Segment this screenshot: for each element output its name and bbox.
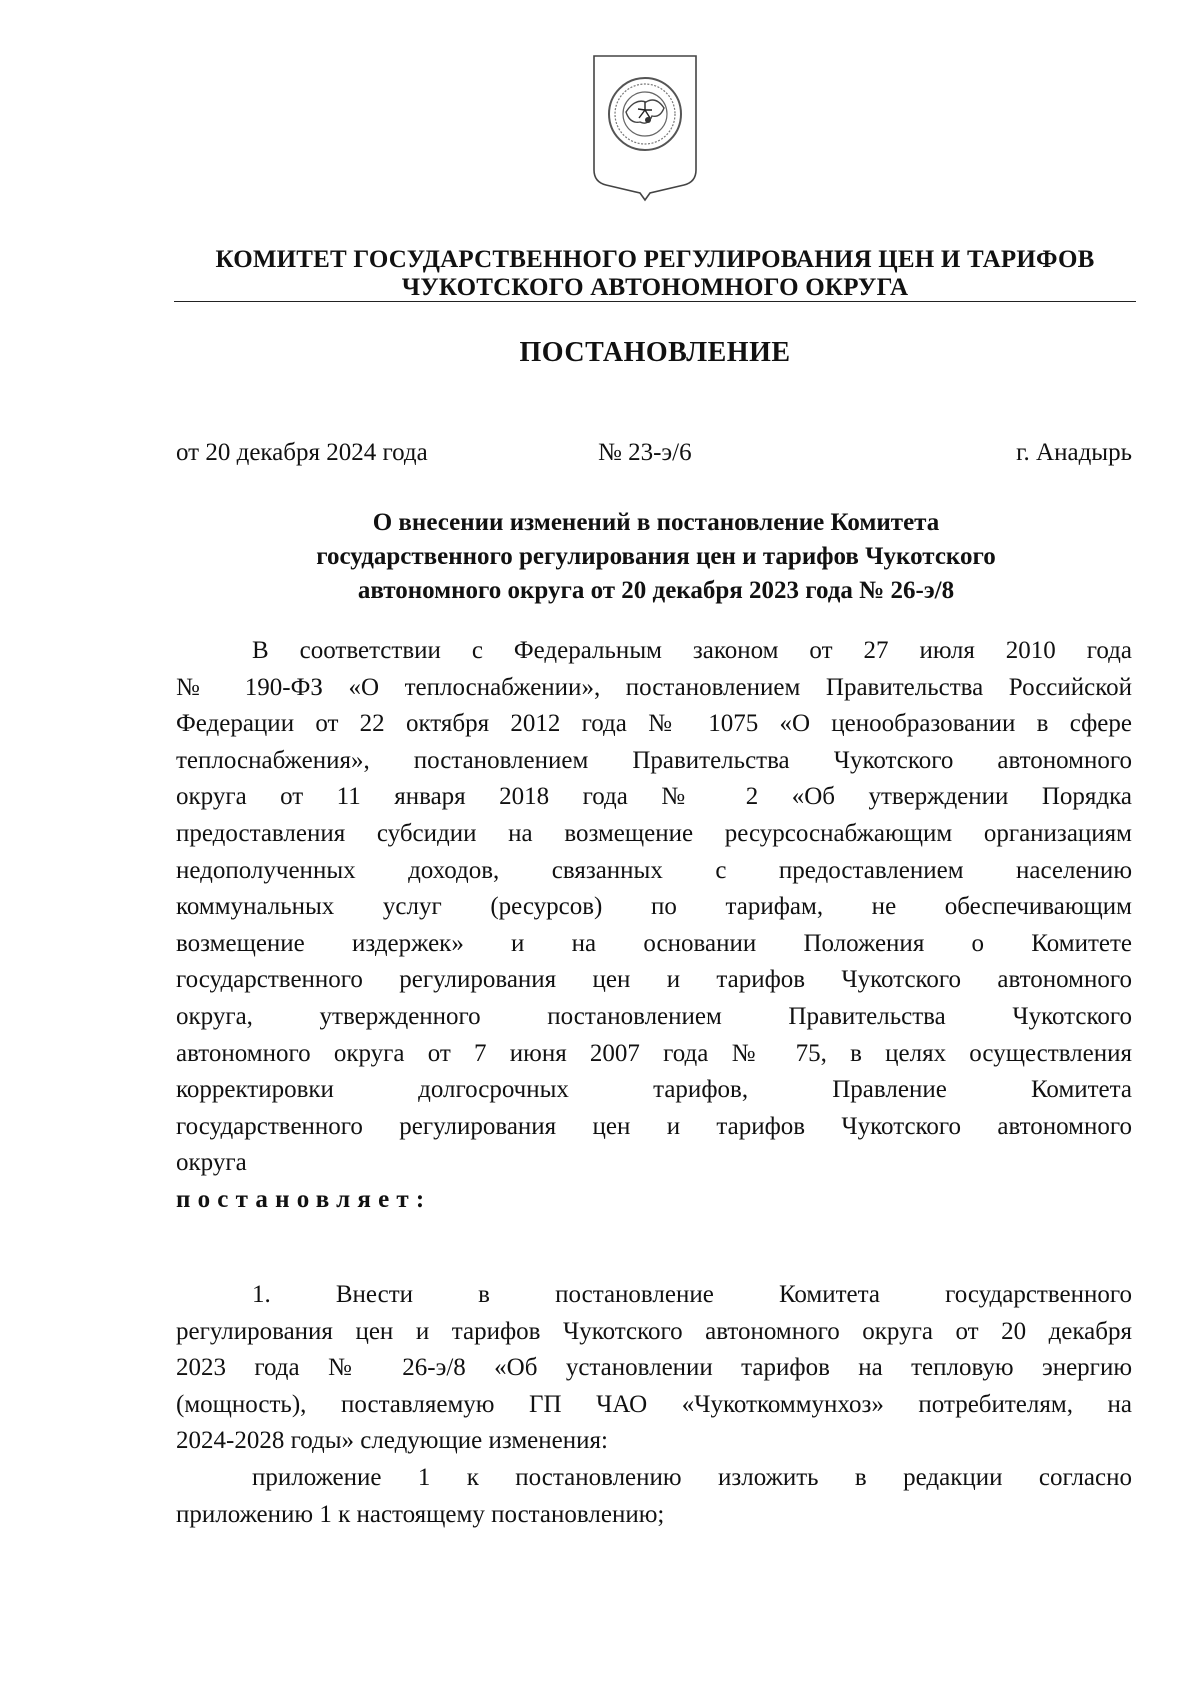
text-line: регулирования цен и тарифов Чукотского автономного округа от 20 декабря: [176, 1317, 1132, 1345]
text-line: корректировки долгосрочных тарифов, Правление Комитета: [176, 1076, 1132, 1104]
text-line: (мощность), поставляемую ГП ЧАО «Чукоткоммунхоз» потребителям, на: [176, 1390, 1132, 1418]
text-line: округа, утвержденного постановлением Правительства Чукотского: [176, 1002, 1132, 1030]
text-line: В соответствии с Федеральным законом от 27 июля 2010 года: [252, 637, 1132, 664]
text-line: № 190-ФЗ «О теплоснабжении», постановлением Правительства Российской: [176, 673, 1132, 701]
coat-of-arms-icon: [590, 52, 700, 202]
text-line: округа: [176, 1149, 247, 1177]
subject-line: автономного округа от 20 декабря 2023 года № 26-э/8: [357, 577, 955, 604]
text-line: округа от 11 января 2018 года № 2 «Об утверждении Порядка: [176, 783, 1132, 811]
item-1-paragraph: [176, 1277, 1132, 1533]
org-name-line-2: ЧУКОТСКОГО АВТОНОМНОГО ОКРУГА: [401, 274, 909, 301]
text-line: автономного округа от 7 июня 2007 года № 75, в целях осуществления: [176, 1039, 1132, 1067]
text-line: Федерации от 22 октября 2012 года № 1075 «О ценообразовании в сфере: [176, 710, 1132, 738]
resolves-keyword: постановляет:: [176, 1185, 432, 1213]
subject-line: О внесении изменений в постановление Комитета: [372, 509, 940, 536]
text-line: коммунальных услуг (ресурсов) по тарифам, не обеспечивающим: [176, 893, 1132, 921]
text-line: приложению 1 к настоящему постановлению;: [176, 1500, 665, 1528]
text-line: 2024-2028 годы» следующие изменения:: [176, 1427, 608, 1455]
preamble-paragraph: [176, 633, 1132, 1219]
text-line: недополученных доходов, связанных с предоставлением населению: [176, 856, 1132, 884]
document-number: № 23-э/6: [598, 439, 692, 466]
text-line: теплоснабжения», постановлением Правительства Чукотского автономного: [176, 746, 1132, 774]
text-line: приложение 1 к постановлению изложить в редакции согласно: [252, 1463, 1132, 1491]
text-line: 1. Внести в постановление Комитета государственного: [252, 1281, 1132, 1308]
org-name-line-1: КОМИТЕТ ГОСУДАРСТВЕННОГО РЕГУЛИРОВАНИЯ ЦЕН И ТАРИФОВ: [215, 246, 1095, 273]
text-line: возмещение издержек» и на основании Положения о Комитете: [176, 929, 1132, 957]
text-line: предоставления субсидии на возмещение ресурсоснабжающим организациям: [176, 819, 1132, 847]
text-line: государственного регулирования цен и тарифов Чукотского автономного: [176, 1112, 1132, 1140]
header-divider: [174, 301, 1136, 302]
document-city: г. Анадырь: [1016, 439, 1132, 466]
document-subject: [176, 506, 1136, 608]
document-type-title: ПОСТАНОВЛЕНИЕ: [519, 337, 791, 368]
document-date: от 20 декабря 2024 года: [176, 439, 428, 466]
text-line: 2023 года № 26-э/8 «Об установлении тарифов на тепловую энергию: [176, 1354, 1132, 1382]
text-line: государственного регулирования цен и тарифов Чукотского автономного: [176, 966, 1132, 994]
subject-line: государственного регулирования цен и тарифов Чукотского: [316, 543, 996, 570]
